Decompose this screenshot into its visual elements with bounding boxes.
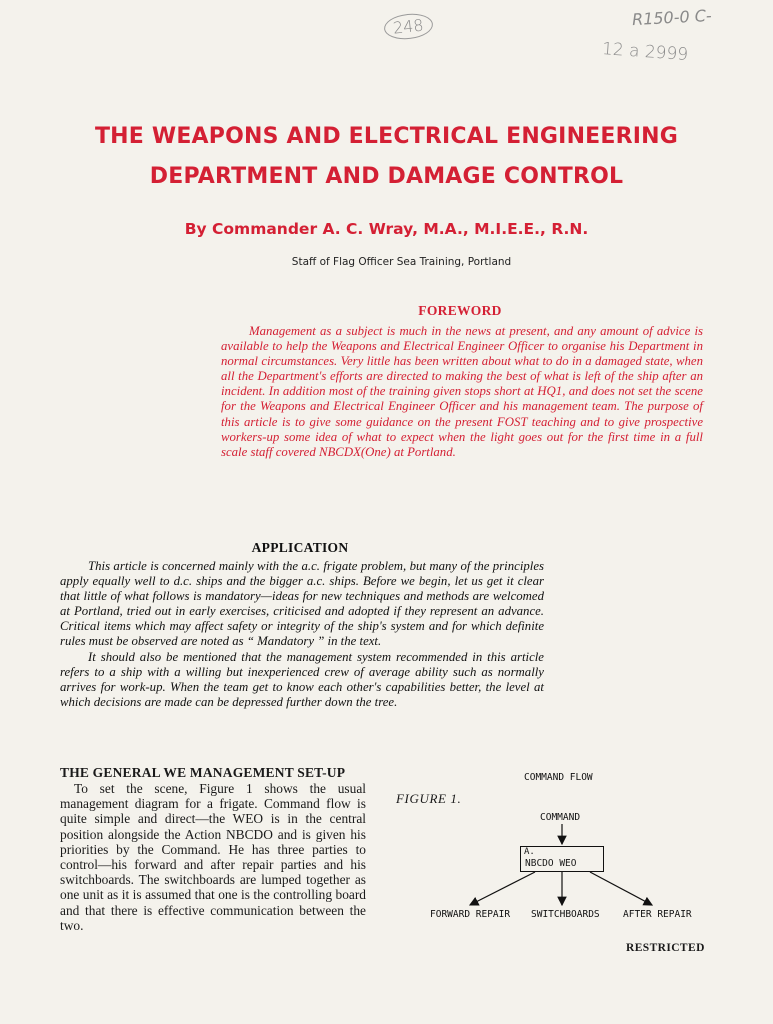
box-prefix: A. xyxy=(524,847,535,857)
foreword-text xyxy=(221,324,703,460)
diagram-node-after-repair: AFTER REPAIR xyxy=(623,909,692,920)
diagram-node-forward-repair: FORWARD REPAIR xyxy=(430,909,511,920)
foreword-paragraph: Management as a subject is much in the news at present, and any amount of advice is available to help the Weapons and Electrical Engineer Officer to organise his Department in normal circumstances. Very little has been written about what to do in a damaged state, when all the Department's efforts are directed to making the best of what is left of the ship after an incident. In addition most of the training given stops short at HQ1, and does not set the scene for the Weapons and Electrical Engineer Officer and his management team. The purpose of this article is to give some guidance on the present FOST teaching and to give prospective workers-up some idea of what to expect when the light goes out for the first time in a full scale staff covered NBCDX(One) at Portland. xyxy=(221,324,703,459)
title-line-2: DEPARTMENT AND DAMAGE CONTROL xyxy=(149,164,624,189)
application-paragraph-1: This article is concerned mainly with the a.c. frigate problem, but many of the principles apply equally well to d.c. ships and the bigger a.c. ships. Before we begin, let us get it clear that little of what follows is mandatory—ideas for new techniques and methods are welcomed at Portland, tried out in early exercises, criticised and adopted if they represent an advance. Critical items which may affect safety or integrity of the ship's system and for which definite rules must be observed are noted as “ Mandatory ” in the text. xyxy=(60,559,544,649)
author-affiliation: Staff of Flag Officer Sea Training, Portland xyxy=(291,256,512,268)
arrow-to-after-repair xyxy=(590,872,652,905)
handwritten-number: 12 a 2999 xyxy=(601,39,689,65)
diagram-title: COMMAND FLOW xyxy=(524,772,593,783)
foreword-heading: FOREWORD xyxy=(418,303,502,318)
title-line-1: THE WEAPONS AND ELECTRICAL ENGINEERING xyxy=(94,124,679,149)
application-text xyxy=(60,559,544,710)
setup-text xyxy=(60,781,366,933)
handwritten-reference: R150-0 C- xyxy=(631,5,713,30)
author-byline: By Commander A. C. Wray, M.A., M.I.E.E., R.N. xyxy=(184,220,589,238)
diagram-node-nbcdo-weo xyxy=(520,846,604,872)
setup-paragraph: To set the scene, Figure 1 shows the usual management diagram for a frigate. Command flow is quite simple and direct—the WEO is in the central position alongside the Action NBCDO and is given his priorities by the Command. He has three parties to control—his forward and after repair parties and his switchboards. The switchboards are lumped together as one unit as it is assumed that one is the controlling board and that there is effective communication between the two. xyxy=(60,781,366,933)
setup-heading: THE GENERAL WE MANAGEMENT SET-UP xyxy=(60,765,346,780)
application-heading: APPLICATION xyxy=(251,540,349,555)
figure-caption: FIGURE 1. xyxy=(396,791,462,806)
diagram-node-command: COMMAND xyxy=(540,812,581,823)
classification-label: RESTRICTED xyxy=(626,942,705,954)
circled-page-number: 248 xyxy=(383,12,434,42)
application-paragraph-2: It should also be mentioned that the management system recommended in this article refers to a ship with a willing but inexperienced crew of average ability such as normally arrives for work-up. When the team get to know each other's capabilities better, the level at which decisions are made can be depressed further down the tree. xyxy=(60,649,544,709)
diagram-node-switchboards: SWITCHBOARDS xyxy=(531,909,600,920)
arrow-to-forward-repair xyxy=(470,872,535,905)
box-label: NBCDO WEO xyxy=(525,858,577,869)
